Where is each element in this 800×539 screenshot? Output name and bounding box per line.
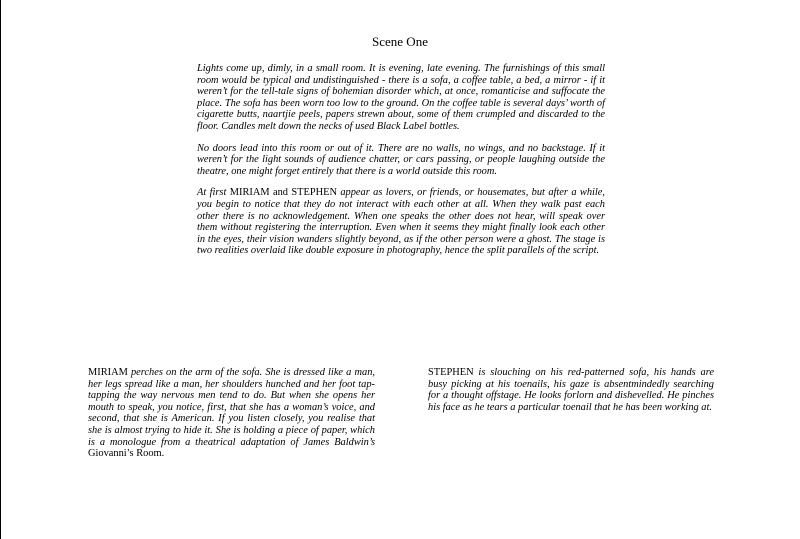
directions-p3-rest: appear as lovers, or friends, or housemates, but after a while, you begin to notice that they do not interact with each other at all. When they walk past each other there is no acknowledgement. When one speaks the other does not hear, will speak over them without registering the interruption. Even when it seems they might finally look each other in the eyes, their vision wanders slightly beyond, as if the other person were a ghost. The stage is two realities overlaid like double exposure in photography, hence the split parallels of the script. (197, 187, 606, 257)
character-name-miriam: MIRIAM (229, 187, 270, 199)
directions-p3-lead: At first (197, 187, 230, 199)
directions-p3-and: and (269, 187, 292, 199)
book-title: Giovanni’s Room (88, 448, 162, 460)
scene-title: Scene One (372, 34, 428, 49)
directions-paragraph-3 (197, 187, 605, 257)
stephen-column (428, 367, 714, 413)
miriam-description: perches on the arm of the sofa. She is dressed like a man, her legs spread like a man, her shoulders hunched and her foot tap-tapping the way nervous men tend to do. But when she opens her mouth to speak, you notice, first, that she has a woman’s voice, and second, that she is American. If you listen closely, you realise that she is almost trying to hide it. She is holding a piece of paper, which is a monologue from a theatrical adaptation of James Baldwin’s (88, 367, 375, 448)
miriam-name: MIRIAM (88, 367, 128, 378)
page-left-edge (0, 0, 1, 539)
miriam-column (88, 367, 375, 460)
opening-stage-directions (197, 63, 605, 267)
character-name-stephen: STEPHEN (291, 187, 337, 199)
directions-paragraph-1: Lights come up, dimly, in a small room. It is evening, late evening. The furnishings of this small room would be typical and undistinguished - there is a sofa, a coffee table, a bed, a mirror - if it weren’t for the tell-tale signs of bohemian disorder which, at once, romanticise and suffocate the place. The sofa has been worn too low to the ground. On the coffee table is several days’ worth of cigarette butts, naartjie peels, papers strewn about, some of them crumpled and discarded to the floor. Candles melt down the necks of used Black Label bottles. (197, 63, 605, 132)
directions-paragraph-2: No doors lead into this room or out of it. There are no walls, no wings, and no backstage. If it weren’t for the light sounds of audience chatter, or cars passing, or people laughing outside the theatre, one might forget entirely that there is a world outside this room. (197, 142, 605, 177)
stephen-name: STEPHEN (428, 367, 474, 378)
miriam-end: . (161, 448, 165, 460)
stephen-description: is slouching on his red-patterned sofa, his hands are busy picking at his toenails, his gaze is absentmindedly searching for a thought offstage. He looks forlorn and dishevelled. He pinches his face as he tears a particular toenail that he has been working at. (428, 367, 714, 413)
